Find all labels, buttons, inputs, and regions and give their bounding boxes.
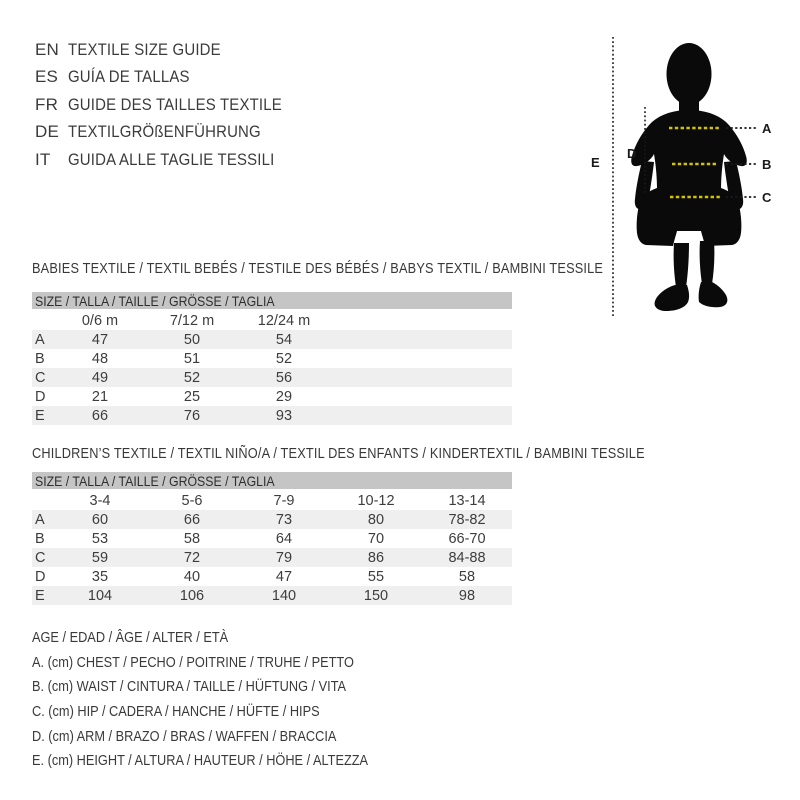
marker-label-b: B bbox=[762, 157, 772, 172]
column-header: 3-4 bbox=[89, 492, 111, 509]
legend-line-hip: C. (cm) HIP / CADERA / HANCHE / HÜFTE / HIPS bbox=[32, 704, 320, 721]
legend-line-chest: A. (cm) CHEST / PECHO / POITRINE / TRUHE / PETTO bbox=[32, 654, 354, 671]
guide-title: GUIDE DES TAILLES TEXTILE bbox=[68, 94, 282, 114]
cell: 53 bbox=[91, 530, 109, 547]
cell: 58 bbox=[458, 568, 476, 585]
table-row bbox=[32, 510, 512, 529]
row-label: A bbox=[35, 331, 45, 348]
cell: 106 bbox=[179, 587, 205, 604]
cell: 52 bbox=[275, 350, 293, 367]
language-code: IT bbox=[35, 149, 51, 169]
column-header: 10-12 bbox=[357, 492, 395, 509]
table-header-row bbox=[32, 491, 512, 510]
cell: 150 bbox=[363, 587, 389, 604]
cell: 49 bbox=[91, 369, 109, 386]
list-item bbox=[35, 146, 311, 174]
table-row bbox=[32, 548, 512, 567]
marker-label-d: D bbox=[627, 146, 637, 161]
row-label: D bbox=[35, 388, 46, 405]
row-label: E bbox=[35, 407, 45, 424]
cell: 59 bbox=[91, 549, 109, 566]
legend-line-age: AGE / EDAD / ÂGE / ALTER / ETÀ bbox=[32, 630, 229, 647]
cell: 54 bbox=[275, 331, 293, 348]
row-label: D bbox=[35, 568, 46, 585]
cell: 93 bbox=[275, 407, 293, 424]
cell: 40 bbox=[183, 568, 201, 585]
measurement-legend bbox=[32, 626, 414, 774]
cell: 51 bbox=[183, 350, 201, 367]
children-section-title bbox=[32, 446, 728, 462]
column-header: 5-6 bbox=[181, 492, 203, 509]
cell: 78-82 bbox=[448, 511, 486, 528]
cell: 66-70 bbox=[448, 530, 486, 547]
column-header: 7-9 bbox=[273, 492, 295, 509]
cell: 56 bbox=[275, 369, 293, 386]
legend-line-arm: D. (cm) ARM / BRAZO / BRAS / WAFFEN / BRACCIA bbox=[32, 728, 337, 745]
guide-title: GUÍA DE TALLAS bbox=[68, 67, 190, 87]
guide-title: TEXTILE SIZE GUIDE bbox=[68, 39, 221, 59]
size-header-text: SIZE / TALLA / TAILLE / GRÖSSE / TAGLIA bbox=[35, 292, 275, 309]
row-label: E bbox=[35, 587, 45, 604]
table-row bbox=[32, 586, 512, 605]
language-code: DE bbox=[35, 122, 60, 142]
cell: 29 bbox=[275, 388, 293, 405]
table-row bbox=[32, 529, 512, 548]
cell: 72 bbox=[183, 549, 201, 566]
list-item bbox=[35, 119, 311, 147]
babies-section-title-text: BABIES TEXTILE / TEXTIL BEBÉS / TESTILE DES BÉBÉS / BABYS TEXTIL / BAMBINI TESSILE bbox=[32, 261, 604, 277]
column-header: 13-14 bbox=[448, 492, 486, 509]
cell: 58 bbox=[183, 530, 201, 547]
cell: 70 bbox=[367, 530, 385, 547]
cell: 60 bbox=[91, 511, 109, 528]
cell: 140 bbox=[271, 587, 297, 604]
language-code: EN bbox=[35, 39, 60, 59]
cell: 66 bbox=[91, 407, 109, 424]
cell: 47 bbox=[91, 331, 109, 348]
language-title-list bbox=[35, 36, 311, 174]
language-code: FR bbox=[35, 94, 59, 114]
row-label: C bbox=[35, 369, 46, 386]
legend-line-waist: B. (cm) WAIST / CINTURA / TAILLE / HÜFTUNG / VITA bbox=[32, 679, 347, 696]
cell: 25 bbox=[183, 388, 201, 405]
babies-section-title bbox=[32, 261, 681, 277]
cell: 52 bbox=[183, 369, 201, 386]
cell: 80 bbox=[367, 511, 385, 528]
row-label: C bbox=[35, 549, 46, 566]
children-size-table bbox=[32, 472, 512, 605]
measurement-diagram bbox=[575, 25, 785, 330]
cell: 104 bbox=[87, 587, 113, 604]
cell: 79 bbox=[275, 549, 293, 566]
table-row bbox=[32, 368, 512, 387]
cell: 47 bbox=[275, 568, 293, 585]
cell: 76 bbox=[183, 407, 201, 424]
cell: 64 bbox=[275, 530, 293, 547]
cell: 55 bbox=[367, 568, 385, 585]
guide-title: TEXTILGRÖßENFÜHRUNG bbox=[68, 122, 261, 142]
language-code: ES bbox=[35, 67, 59, 87]
marker-label-e: E bbox=[591, 155, 600, 170]
list-item bbox=[35, 91, 311, 119]
cell: 21 bbox=[91, 388, 109, 405]
cell: 50 bbox=[183, 331, 201, 348]
table-row bbox=[32, 567, 512, 586]
cell: 48 bbox=[91, 350, 109, 367]
size-header-bar bbox=[32, 472, 512, 489]
cell: 35 bbox=[91, 568, 109, 585]
cell: 98 bbox=[458, 587, 476, 604]
cell: 73 bbox=[275, 511, 293, 528]
marker-label-a: A bbox=[762, 121, 772, 136]
table-header-row bbox=[32, 311, 512, 330]
cell: 86 bbox=[367, 549, 385, 566]
table-row bbox=[32, 349, 512, 368]
list-item bbox=[35, 64, 311, 92]
babies-size-table bbox=[32, 292, 512, 425]
row-label: B bbox=[35, 530, 45, 547]
children-section-title-text: CHILDREN’S TEXTILE / TEXTIL NIÑO/A / TEXTIL DES ENFANTS / KINDERTEXTIL / BAMBINI TESSILE bbox=[32, 446, 645, 462]
cell: 84-88 bbox=[448, 549, 486, 566]
size-header-text: SIZE / TALLA / TAILLE / GRÖSSE / TAGLIA bbox=[35, 472, 275, 489]
table-row bbox=[32, 330, 512, 349]
column-header: 12/24 m bbox=[257, 312, 311, 329]
row-label: A bbox=[35, 511, 45, 528]
column-header: 7/12 m bbox=[169, 312, 215, 329]
column-header: 0/6 m bbox=[81, 312, 119, 329]
table-row bbox=[32, 406, 512, 425]
guide-title: GUIDA ALLE TAGLIE TESSILI bbox=[68, 149, 275, 169]
size-header-bar bbox=[32, 292, 512, 309]
marker-label-c: C bbox=[762, 190, 772, 205]
row-label: B bbox=[35, 350, 45, 367]
list-item bbox=[35, 36, 311, 64]
cell: 66 bbox=[183, 511, 201, 528]
legend-line-height: E. (cm) HEIGHT / ALTURA / HAUTEUR / HÖHE / ALTEZZA bbox=[32, 753, 369, 770]
table-row bbox=[32, 387, 512, 406]
